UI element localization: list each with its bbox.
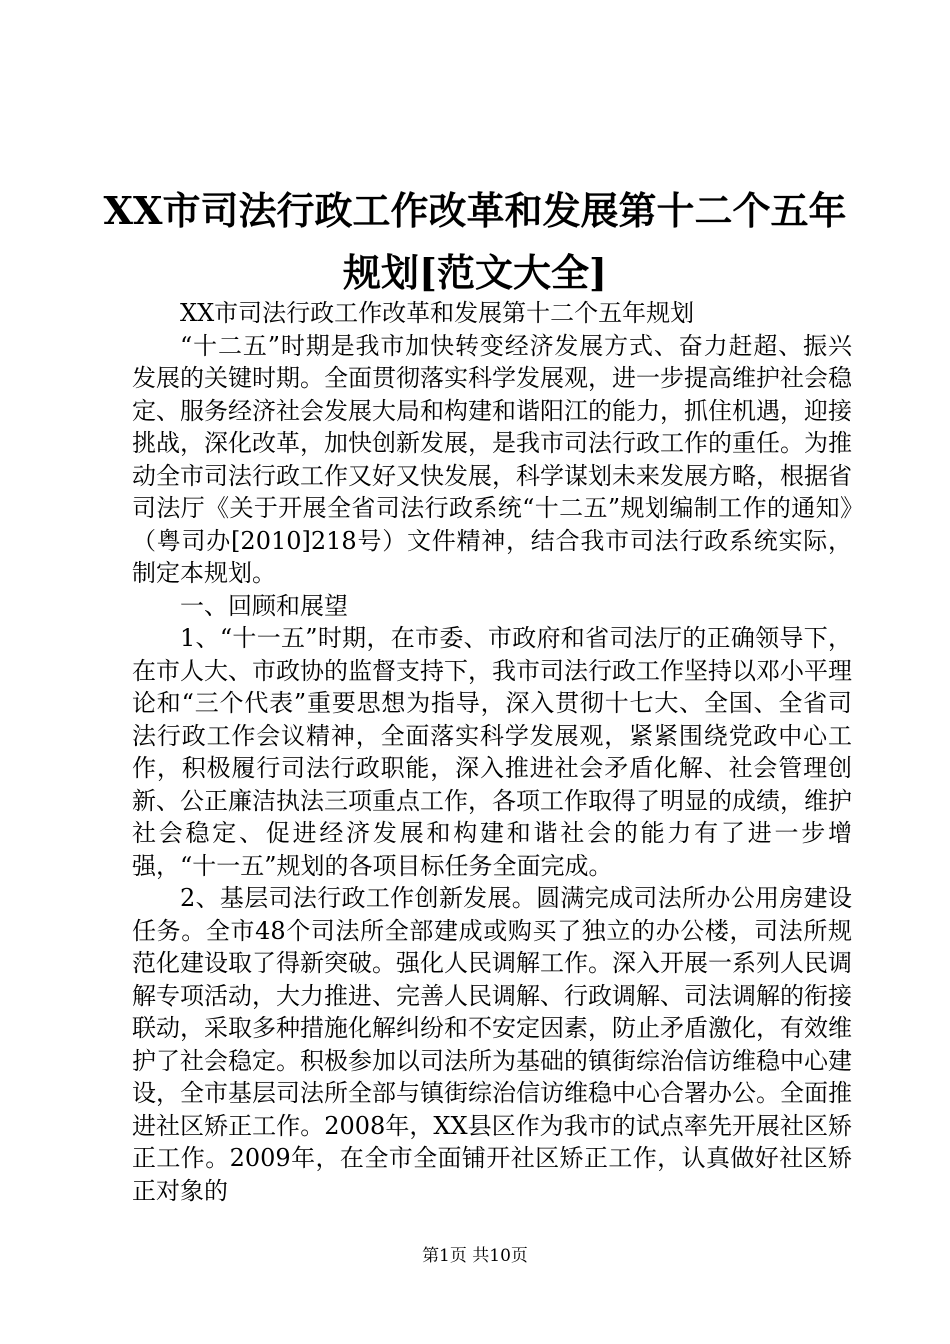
- paragraph-intro: “十二五”时期是我市加快转变经济发展方式、奋力赶超、振兴发展的关键时期。全面贯彻落实科学发展观，进一步提高维护社会稳定、服务经济社会发展大局和构建和谐阳江的能力，抓住机遇，迎接挑战，深化改革，加快创新发展，是我市司法行政工作的重任。为推动全市司法行政工作又好又快发展，科学谋划未来发展方略，根据省司法厅《关于开展全省司法行政系统“十二五”规划编制工作的通知》（粤司办[2010]218号）文件精神，结合我市司法行政系统实际，制定本规划。: [132, 331, 852, 587]
- page-footer: 第1页 共10页: [422, 1246, 528, 1266]
- paragraph-review: 1、“十一五”时期，在市委、市政府和省司法厅的正确领导下，在市人大、市政协的监督支持下，我市司法行政工作坚持以邓小平理论和“三个代表”重要思想为指导，深入贯彻十七大、全国、全省司法行政工作会议精神，全面落实科学发展观，紧紧围绕党政中心工作，积极履行司法行政职能，深入推进社会矛盾化解、社会管理创新、公正廉洁执法三项重点工作，各项工作取得了明显的成绩，维护社会稳定、促进经济发展和构建和谐社会的能力有了进一步增强，“十一五”规划的各项目标任务全面完成。: [132, 624, 852, 880]
- title-line-1: XX市司法行政工作改革和发展第十二个五年: [103, 188, 847, 233]
- paragraph-grassroots: 2、基层司法行政工作创新发展。圆满完成司法所办公用房建设任务。全市48个司法所全部建成或购买了独立的办公楼，司法所规范化建设取了得新突破。强化人民调解工作。深入开展一系列人民调解专项活动，大力推进、完善人民调解、行政调解、司法调解的衔接联动，采取多种措施化解纠纷和不安定因素，防止矛盾激化，有效维护了社会稳定。积极参加以司法所为基础的镇街综治信访维稳中心建设，全市基层司法所全部与镇街综治信访维稳中心合署办公。全面推进社区矫正工作。2008年，XX县区作为我市的试点率先开展社区矫正工作。2009年，在全市全面铺开社区矫正工作，认真做好社区矫正对象的: [132, 884, 852, 1205]
- title-line-2: 规划[范文大全]: [343, 250, 607, 295]
- document-body: [132, 297, 852, 1207]
- paragraph-heading: XX市司法行政工作改革和发展第十二个五年规划: [180, 299, 695, 327]
- section-heading: 一、回顾和展望: [180, 591, 348, 620]
- document-title: [0, 180, 950, 304]
